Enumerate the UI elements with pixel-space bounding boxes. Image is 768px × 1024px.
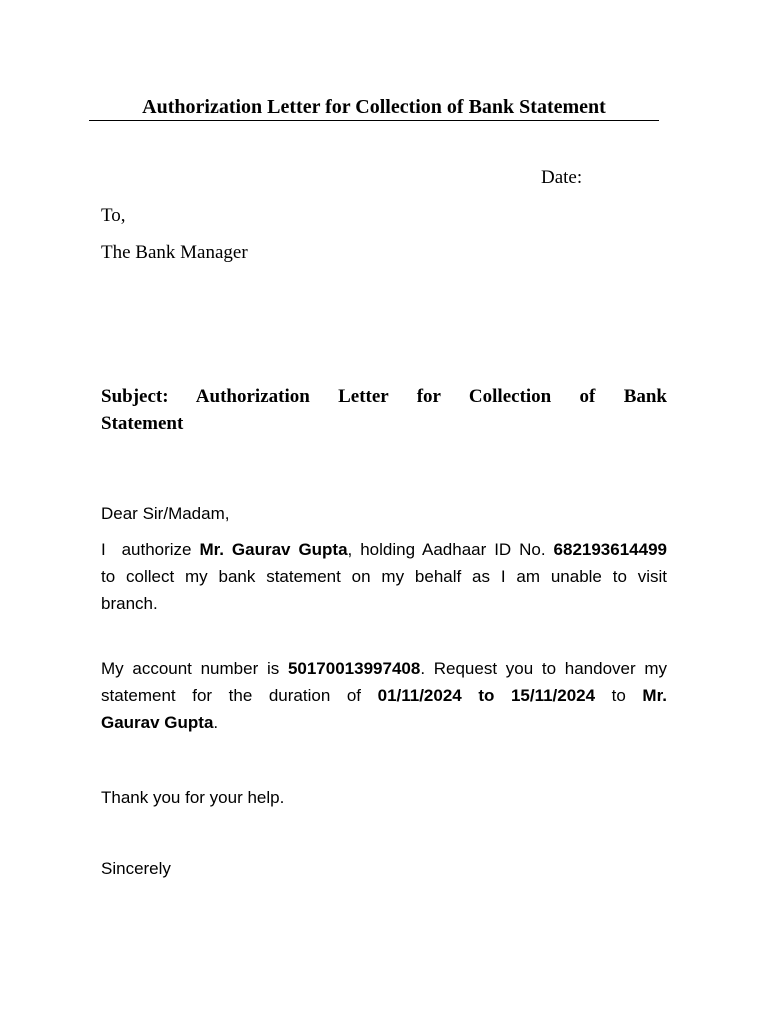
date-label: Date:	[541, 167, 583, 188]
period: .	[213, 713, 219, 732]
paragraph-account-line-1	[101, 655, 667, 682]
aadhaar-label: , holding Aadhaar ID No.	[347, 540, 554, 559]
to-word: to	[595, 686, 643, 705]
recipient-name: Gaurav Gupta	[101, 713, 214, 732]
paragraph-account	[101, 655, 667, 736]
account-label: My account number is	[101, 659, 288, 678]
recipient-title: Mr.	[642, 686, 667, 705]
paragraph-account-line-3	[101, 709, 667, 736]
account-number: 50170013997408	[287, 659, 421, 678]
aadhaar-number: 682193614499	[553, 540, 667, 559]
closing: Sincerely	[101, 859, 171, 878]
request-text: . Request you to handover my	[420, 659, 668, 678]
subject-line-2: Statement	[101, 413, 184, 434]
paragraph-authorization-line-1	[101, 536, 667, 563]
thanks-line: Thank you for your help.	[101, 788, 285, 807]
subject	[101, 383, 667, 437]
paragraph-account-line-2	[101, 682, 667, 709]
subject-line-1: Subject: Authorization Letter for Collection of Bank	[101, 386, 667, 407]
authorized-person-name: Mr. Gaurav Gupta	[199, 540, 348, 559]
to-label: To,	[101, 205, 126, 226]
duration-label: statement for the duration of	[101, 686, 378, 705]
letter-title: Authorization Letter for Collection of Bank Statement	[89, 94, 659, 121]
salutation: Dear Sir/Madam,	[101, 504, 230, 523]
duration-range: 01/11/2024 to 15/11/2024	[377, 686, 596, 705]
recipient: The Bank Manager	[101, 242, 248, 263]
paragraph-authorization	[101, 536, 667, 617]
paragraph-authorization-line-2: to collect my bank statement on my behalf as I am unable to visit	[101, 567, 667, 586]
paragraph-authorization-line-3: branch.	[101, 594, 158, 613]
authorize-text: I authorize	[101, 540, 200, 559]
